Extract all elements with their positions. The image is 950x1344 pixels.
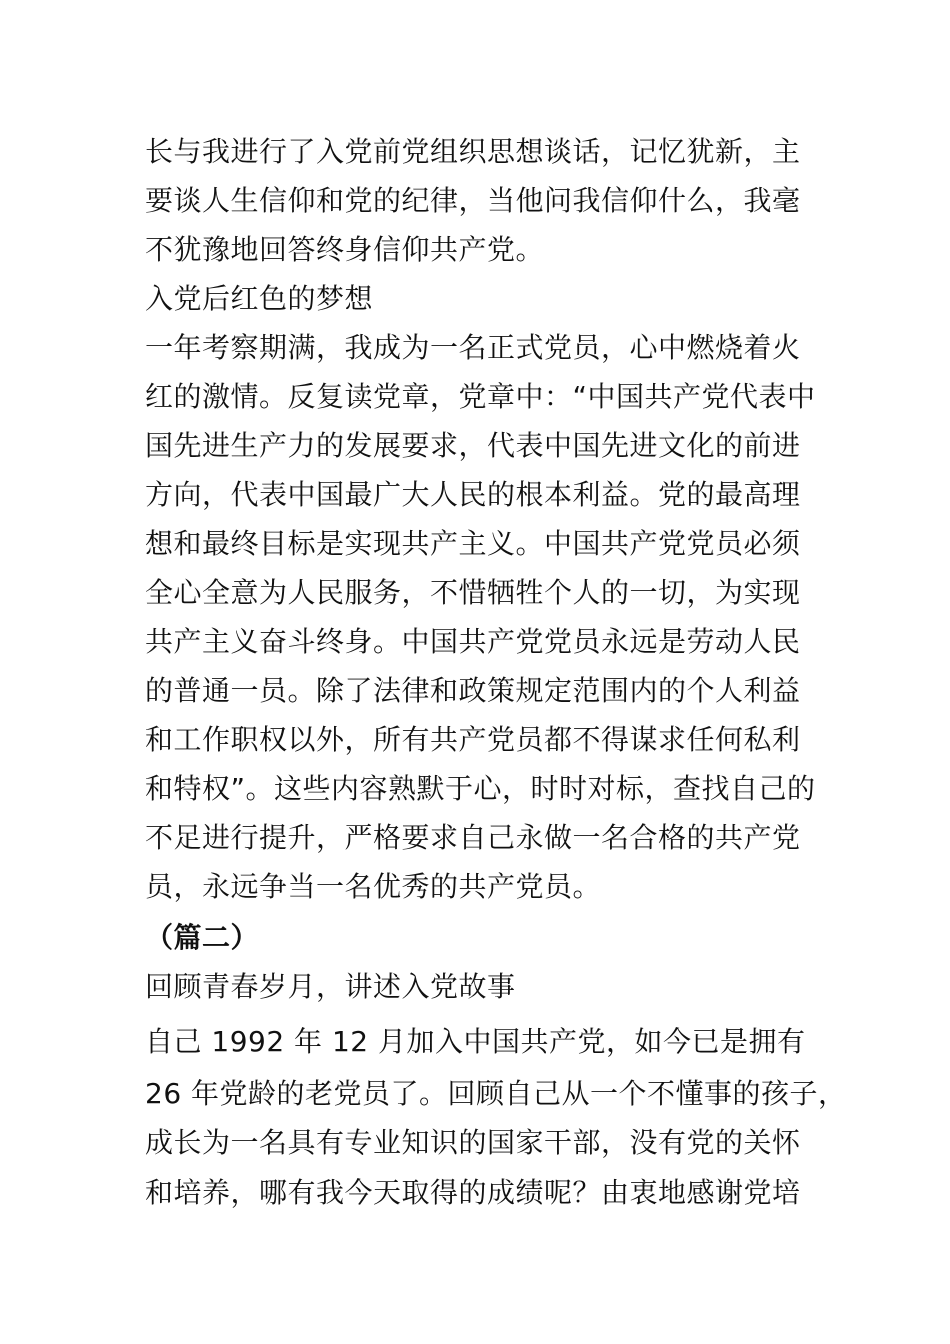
text-line-6: 红的激情。反复读党章，党章中：“中国共产党代表中 [145, 380, 816, 413]
text-line-21: 成长为一名具有专业知识的国家干部，没有党的关怀 [145, 1126, 801, 1159]
section-heading-youth-story: 回顾青春岁月，讲述入党故事 [145, 970, 516, 1003]
text-line-15: 不足进行提升，严格要求自己永做一名合格的共产党 [145, 821, 801, 854]
text-line-19: 自己 1992 年 12 月加入中国共产党，如今已是拥有 [145, 1025, 806, 1058]
text-line-13: 和工作职权以外，所有共产党员都不得谋求任何私利 [145, 723, 801, 756]
text-line-20: 26 年党龄的老党员了。回顾自己从一个不懂事的孩子， [145, 1077, 847, 1110]
text-line-5: 一年考察期满，我成为一名正式党员，心中燃烧着火 [145, 331, 801, 364]
text-line-1: 长与我进行了入党前党组织思想谈话，记忆犹新，主 [145, 135, 801, 168]
text-line-2: 要谈人生信仰和党的纪律，当他问我信仰什么，我毫 [145, 184, 801, 217]
text-line-8: 方向，代表中国最广大人民的根本利益。党的最高理 [145, 478, 801, 511]
text-line-22: 和培养，哪有我今天取得的成绩呢？由衷地感谢党培 [145, 1176, 801, 1209]
text-line-14: 和特权”。这些内容熟默于心，时时对标，查找自己的 [145, 772, 816, 805]
text-line-16: 员，永远争当一名优秀的共产党员。 [145, 870, 602, 903]
text-line-10: 全心全意为人民服务，不惜牺牲个人的一切，为实现 [145, 576, 801, 609]
text-line-9: 想和最终目标是实现共产主义。中国共产党党员必须 [145, 527, 801, 560]
text-line-12: 的普通一员。除了法律和政策规定范围内的个人利益 [145, 674, 801, 707]
section-heading-red-dream: 入党后红色的梦想 [145, 282, 374, 315]
chapter-heading-part-two: （篇二） [145, 921, 260, 954]
text-line-7: 国先进生产力的发展要求，代表中国先进文化的前进 [145, 429, 801, 462]
text-line-11: 共产主义奋斗终身。中国共产党党员永远是劳动人民 [145, 625, 801, 658]
text-line-3: 不犹豫地回答终身信仰共产党。 [145, 233, 545, 266]
